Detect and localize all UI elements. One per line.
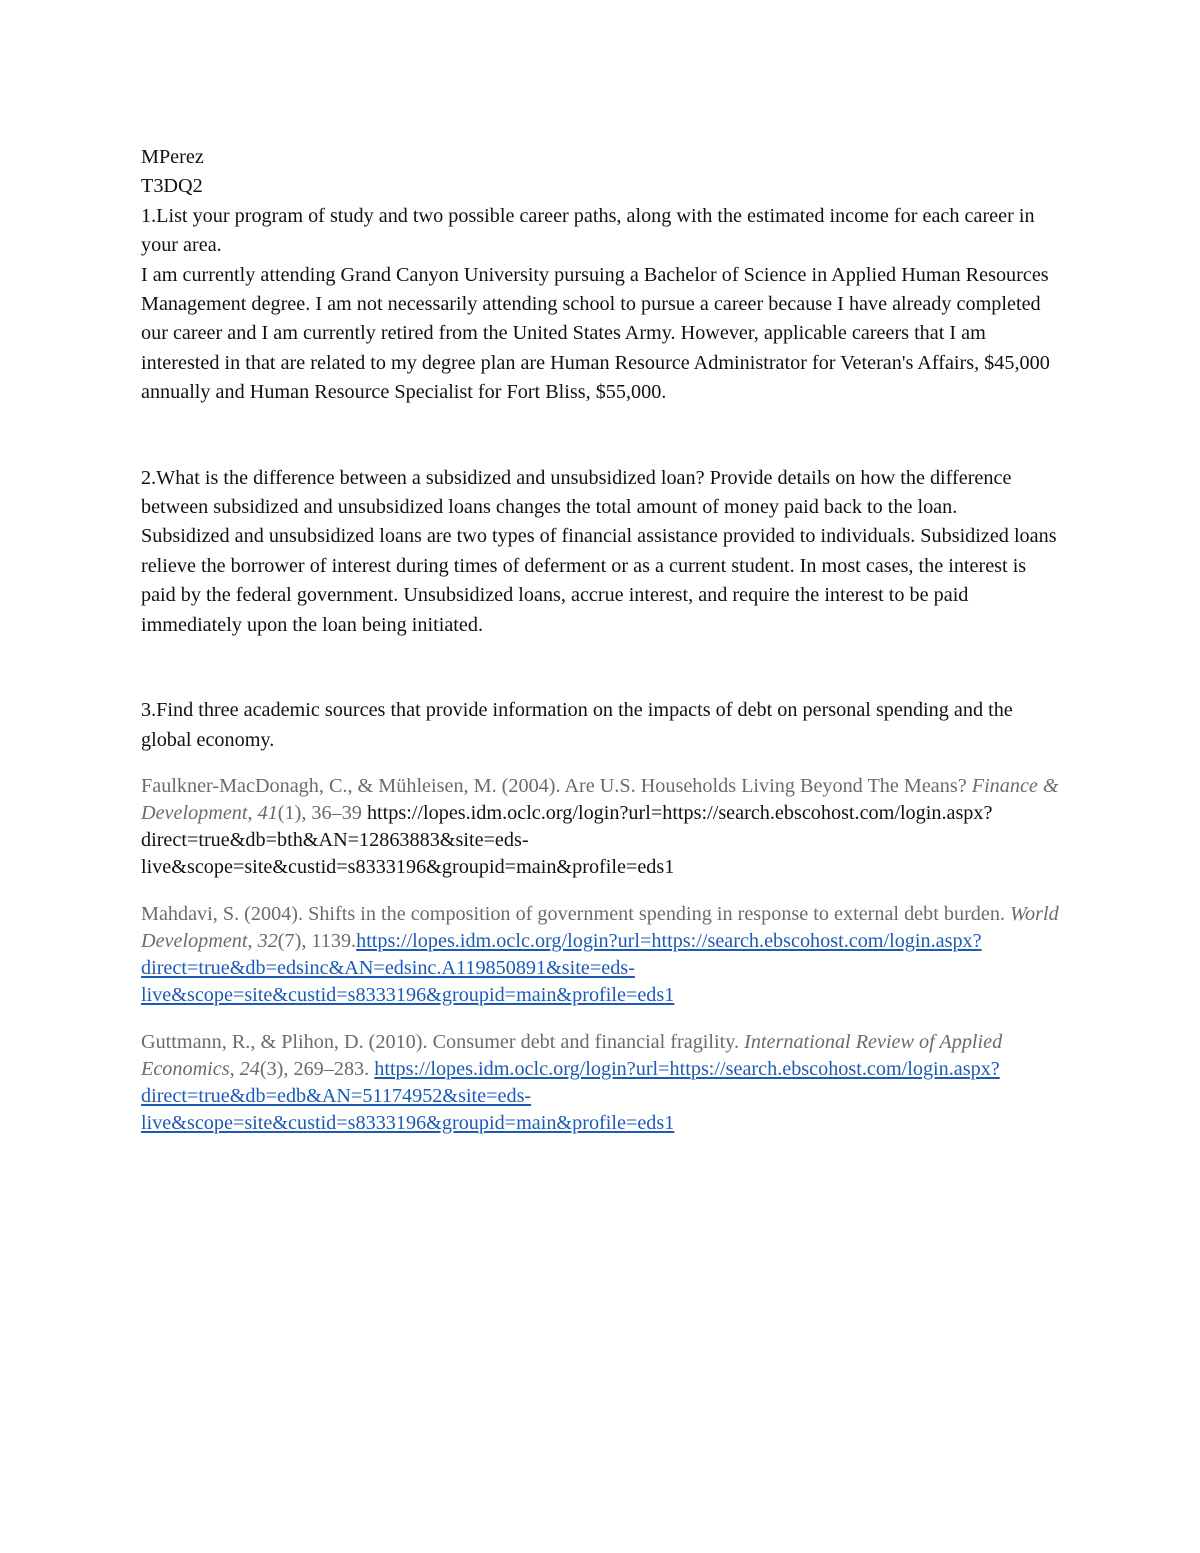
reference-2: Mahdavi, S. (2004). Shifts in the composition of government spending in response to external debt burden. World Development, 32(7), 1139.https://lopes.idm.oclc.org/login?url=https://search.ebscohost.com/login.aspx?direct=true&db=edsinc&AN=edsinc.A119850891&site=eds-live&scope=site&custid=s8333196&groupid=main&profile=eds1: [141, 902, 1059, 1006]
reference-3-journal: International Review of Applied Economics: [141, 1030, 1003, 1080]
reference-1-volume: 41: [257, 801, 278, 824]
answer-2: Subsidized and unsubsidized loans are two types of financial assistance provided to individuals. Subsidized loans relieve the borrower of interest during times of deferment or as a current student. In most cases, the interest is paid by the federal government. Unsubsidized loans, accrue interest, and require the interest to be paid immediately upon the loan being initiated.: [141, 525, 1057, 636]
document-page: [141, 143, 1061, 1137]
reference-3-link[interactable]: https://lopes.idm.oclc.org/login?url=https://search.ebscohost.com/login.aspx?direct=true&db=edb&AN=51174952&site=eds-live&scope=site&custid=s8333196&groupid=main&profile=eds1: [141, 1057, 1000, 1134]
reference-1-lead: Faulkner-MacDonagh, C., & Mühleisen, M. (2004). Are U.S. Households Living Beyond The Means?: [141, 774, 972, 797]
reference-1-journal: Finance & Development: [141, 774, 1059, 824]
reference-3-lead: Guttmann, R., & Plihon, D. (2010). Consumer debt and financial fragility.: [141, 1030, 745, 1053]
assignment-code: T3DQ2: [141, 175, 203, 198]
question-1: 1.List your program of study and two possible career paths, along with the estimated income for each career in your area.: [141, 204, 1035, 257]
reference-2-lead: Mahdavi, S. (2004). Shifts in the composition of government spending in response to external debt burden.: [141, 902, 1011, 925]
reference-2-volume: 32: [257, 929, 278, 952]
question-3: 3.Find three academic sources that provide information on the impacts of debt on personal spending and the global economy.: [141, 699, 1013, 751]
author-name: MPerez: [141, 146, 204, 168]
reference-1-url: https://lopes.idm.oclc.org/login?url=https://search.ebscohost.com/login.aspx?direct=true&db=bth&AN=12863883&site=eds-live&scope=site&custid=s8333196&groupid=main&profile=eds1: [141, 801, 993, 878]
reference-3: Guttmann, R., & Plihon, D. (2010). Consumer debt and financial fragility. International Review of Applied Economics, 24(3), 269–283. https://lopes.idm.oclc.org/login?url=https://search.ebscohost.com/login.aspx?direct=true&db=edb&AN=51174952&site=eds-live&scope=site&custid=s8333196&groupid=main&profile=eds1: [141, 1030, 1003, 1134]
question-2: 2.What is the difference between a subsidized and unsubsidized loan? Provide details on how the difference between subsidized and unsubsidized loans changes the total amount of money paid back to the loan.: [141, 466, 1012, 519]
reference-3-volume: 24: [239, 1057, 260, 1080]
reference-2-link[interactable]: https://lopes.idm.oclc.org/login?url=https://search.ebscohost.com/login.aspx?direct=true&db=edsinc&AN=edsinc.A119850891&site=eds-live&scope=site&custid=s8333196&groupid=main&profile=eds1: [141, 929, 982, 1006]
answer-1: I am currently attending Grand Canyon University pursuing a Bachelor of Science in Applied Human Resources Management degree. I am not necessarily attending school to pursue a career because I have already completed our career and I am currently retired from the United States Army. However, applicable careers that I am interested in that are related to my degree plan are Human Resource Administrator for Veteran's Affairs, $45,000 annually and Human Resource Specialist for Fort Bliss, $55,000.: [141, 263, 1050, 404]
reference-2-journal: World Development: [141, 902, 1059, 952]
reference-1: Faulkner-MacDonagh, C., & Mühleisen, M. (2004). Are U.S. Households Living Beyond The Means? Finance & Development, 41(1), 36–39 https://lopes.idm.oclc.org/login?url=https://search.ebscohost.com/login.aspx?direct=true&db=bth&AN=12863883&site=eds-live&scope=site&custid=s8333196&groupid=main&profile=eds1: [141, 774, 1059, 878]
